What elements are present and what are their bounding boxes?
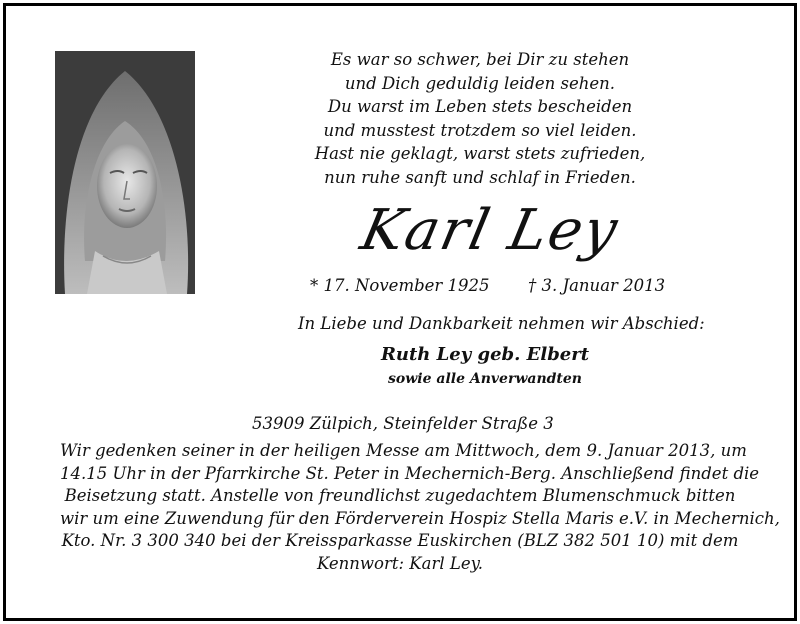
poem-line: Du warst im Leben stets bescheiden: [327, 97, 633, 116]
poem-line: Es war so schwer, bei Dir zu stehen: [330, 50, 630, 69]
service-notice: [60, 440, 780, 575]
notice-line: Kennwort: Karl Ley.: [317, 553, 483, 573]
relatives-text: sowie alle Anverwandten: [388, 371, 582, 387]
mourner-name: Ruth Ley geb. Elbert: [380, 344, 590, 365]
birth-date: * 17. November 1925: [310, 276, 490, 295]
poem-line: Hast nie geklagt, warst stets zufrieden,: [314, 144, 646, 163]
death-date: † 3. Januar 2013: [528, 276, 666, 295]
poem-line: nun ruhe sanft und schlaf in Frieden.: [324, 167, 636, 187]
notice-line: 14.15 Uhr in der Pfarrkirche St. Peter in Mechernich-Berg. Anschließend findet die: [60, 463, 760, 483]
poem-line: und Dich geduldig leiden sehen.: [344, 73, 616, 93]
notice-line: Beisetzung statt. Anstelle von freundlichst zugedachtem Blumenschmuck bitten: [64, 486, 736, 505]
farewell-text: In Liebe und Dankbarkeit nehmen wir Abschied:: [298, 314, 705, 333]
notice-line: wir um eine Zuwendung für den Förderverein Hospiz Stella Maris e.V. in Mechernich,: [60, 508, 780, 528]
madonna-image: [55, 51, 195, 294]
notice-line: Kto. Nr. 3 300 340 bei der Kreissparkasse Euskirchen (BLZ 382 501 10) mit dem: [61, 531, 739, 550]
poem-line: und musstest trotzdem so viel leiden.: [323, 120, 637, 140]
poem: [270, 48, 690, 189]
deceased-name: Karl Ley: [355, 198, 625, 263]
notice-line: Wir gedenken seiner in der heiligen Messe am Mittwoch, dem 9. Januar 2013, um: [60, 441, 747, 460]
address: 53909 Zülpich, Steinfelder Straße 3: [252, 414, 554, 433]
